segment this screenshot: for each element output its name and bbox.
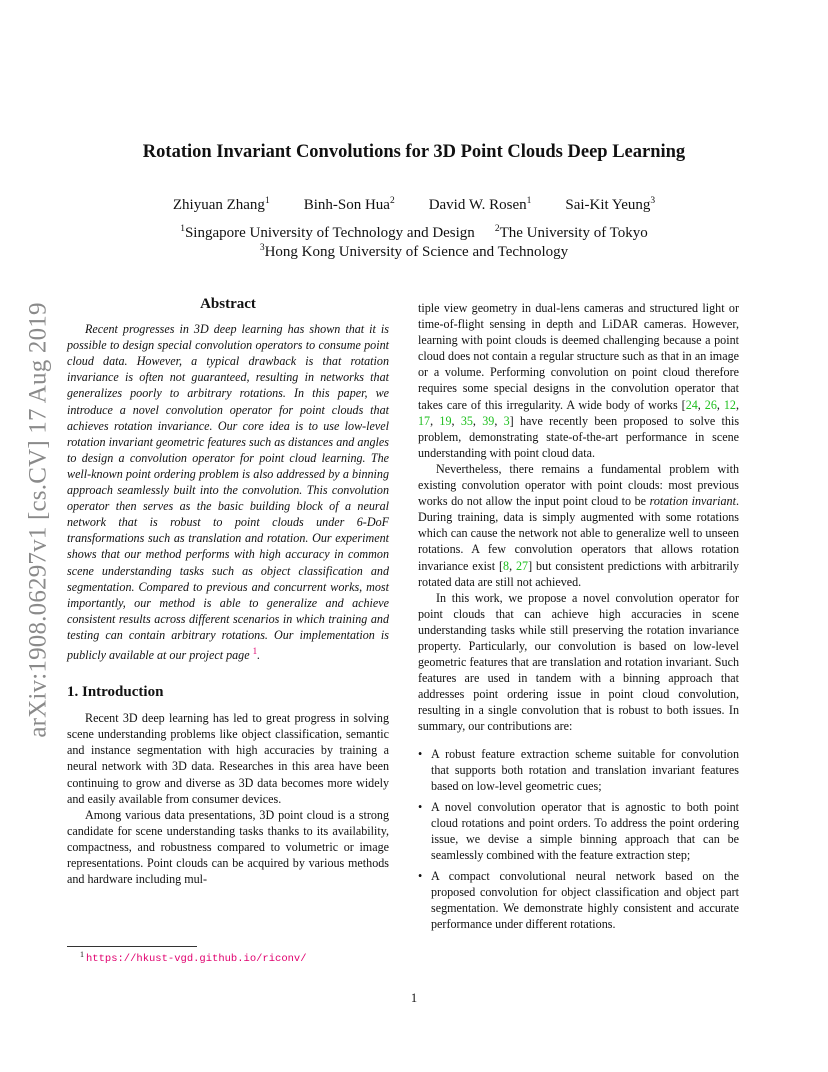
list-item: • A compact convolutional neural network based on the proposed convolution for object classification and object part segmentation. We demonstrate highly consistent and accurate performance under different rotations. [418, 869, 739, 932]
contributions-list [418, 746, 739, 933]
abstract-heading: Abstract [200, 296, 256, 312]
bullet-icon: • [418, 746, 423, 761]
footnote-marker[interactable]: 1 [252, 645, 258, 656]
citation-link[interactable]: 12 [723, 397, 736, 412]
arxiv-stamp-text: arXiv:1908.06297v1 [cs.CV] 17 Aug 2019 [25, 302, 53, 738]
bullet-icon: • [418, 799, 423, 814]
footnote: $^1$ https://hkust-vgd.github.io/riconv/ [80, 950, 307, 965]
intro-paragraph-2: Among various data presentations, 3D point cloud is a strong candidate for scene understanding tasks thanks to its availability, compactness, and robustness compared to volumetric or image representations. Point clouds can be acquired by various methods and hardware including mul- [67, 807, 389, 887]
intro-paragraph-3: tiple view geometry in dual-lens cameras and structured light or time-of-flight sensing in depth and LiDAR cameras. However, learning with point clouds is deemed challenging because a point cloud does not contain a regular structure such as that in an image or a volume. Performing convolution on point cloud therefore requires some special designs in the convolution operator that takes care of this irregularity. A wide body of works [24, 26, 12, 17, 19, 35, 39, 3] have recently been proposed to solve this problem, demonstrating state-of-the-art performance in scene understanding with point cloud data. [418, 301, 740, 460]
bullet-icon: • [418, 869, 423, 884]
affiliation: Singapore University of Technology and Design [184, 225, 475, 241]
author: David W. Rosen$^1$ [428, 196, 532, 213]
author: Binh-Son Hua$^2$ [303, 196, 395, 213]
affiliation-line-1: $^1$Singapore University of Technology and Design $^2$The University of Tokyo [180, 224, 648, 241]
intro-paragraph-1: Recent 3D deep learning has led to great progress in solving scene understanding problems like object classification, semantic and instance segmentation with high accuracies by training a neural network with 3D data. Researches in this area have been continuing to grow and diverse as 3D data becomes more widely and easily available from consumer devices. [67, 711, 389, 806]
citation-link[interactable]: 24 [685, 397, 698, 412]
list-item: • A robust feature extraction scheme suitable for convolution that supports both rotation and translation invariant features based on low-level geometric cues; [418, 746, 739, 793]
citation-link[interactable]: 35 [460, 413, 473, 428]
list-item: • A novel convolution operator that is agnostic to both point cloud rotations and point orders. To address the point ordering issue, we devise a simple binning approach that can be seamlessly combined with the feature extraction step; [418, 799, 739, 863]
author-list [0, 196, 828, 214]
section-heading-introduction: 1. Introduction [67, 684, 164, 701]
arxiv-stamp [18, 280, 60, 760]
affiliation: Hong Kong University of Science and Technology [264, 244, 569, 260]
citation-link[interactable]: 39 [482, 413, 495, 428]
left-column [67, 296, 389, 887]
intro-paragraph-5: In this work, we propose a novel convolution operator for point clouds that can achieve high accuracies in scene understanding tasks while still preserving the rotation invariance property. Particularly, our convolution is based on low-level geometric features that are translation and rotation invariant. Such features are used in tandem with a binning approach that addresses point ordering issue in point cloud convolution, resulting in a single convolution that is robust to both issues. In summary, our contributions are: [418, 590, 739, 734]
footnote-rule [67, 946, 197, 947]
right-column [418, 300, 739, 938]
author: Sai-Kit Yeung$^3$ [565, 196, 656, 213]
citation-link[interactable]: 27 [516, 558, 529, 573]
citation-link[interactable]: 8 [503, 558, 510, 573]
citation-link[interactable]: 19 [439, 413, 452, 428]
affiliation: The University of Tokyo [499, 225, 648, 241]
intro-paragraph-4: Nevertheless, there remains a fundamental problem with existing convolution operator with point clouds: most previous works do not allow the input point cloud to be rotation invariant. During training, data is simply augmented with some rotations which can cause the network not able to generalize well to unseen rotations. A few convolution operators that allows rotation invariance exist [8, 27] but consistent predictions with arbitrarily rotated data are still not achieved. [418, 461, 740, 589]
author: Zhiyuan Zhang$^1$ [172, 196, 270, 213]
project-url-link[interactable]: https://hkust-vgd.github.io/riconv/ [86, 953, 307, 965]
affiliation-line-2: $^3$Hong Kong University of Science and Technology [259, 243, 569, 260]
citation-link[interactable]: 3 [503, 413, 510, 428]
page-number: 1 [410, 991, 418, 1005]
abstract-body: Recent progresses in 3D deep learning has shown that it is possible to design special convolution operators to consume point cloud data. However, a typical drawback is that rotation invariance is often not guaranteed, resulting in networks that generalizes poorly to arbitrary rotations. In this paper, we introduce a novel convolution operator for point clouds that achieves rotation invariance. Our core idea is to use low-level rotation invariant geometric features such as distances and angles to design a convolution operator for point cloud learning. The well-known point ordering problem is also addressed by a binning approach seamlessly built into the convolution. This convolution operator then serves as the basic building block of a neural network that is robust to point clouds under 6-DoF transformations such as translation and rotation. Our experiment shows that our method performs with high accuracy in common scene understanding tasks such as object classification and segmentation. Compared to previous and concurrent works, most importantly, our method is able to generalize and achieve consistent results across different scenarios in which training and testing can contain arbitrary rotations. Our implementation is publicly available at our project page $^1$. [67, 322, 389, 662]
paper-title: Rotation Invariant Convolutions for 3D Point Clouds Deep Learning [142, 142, 686, 162]
citation-link[interactable]: 26 [704, 397, 717, 412]
citation-link[interactable]: 17 [418, 413, 431, 428]
